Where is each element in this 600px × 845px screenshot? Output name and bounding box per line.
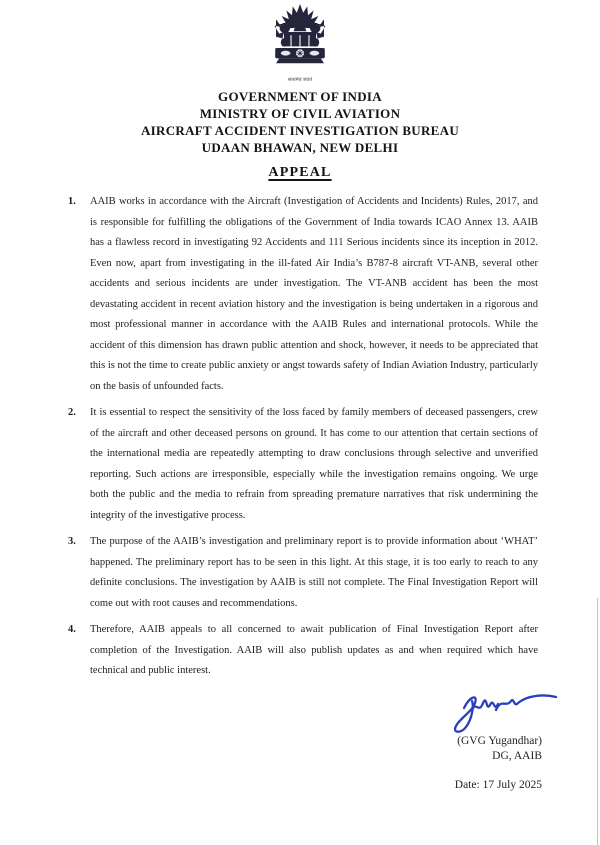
list-item xyxy=(68,192,538,397)
list-item-text: It is essential to respect the sensitivity of the loss faced by family members of deceased passengers, crew of the aircraft and other deceased persons on ground. It has come to our attention that certain sections of the international media are repeatedly attempting to draw conclusions through selective and unverified reporting. Such actions are irresponsible, especially while the investigation remains ongoing. We urge both the public and the media to refrain from spreading premature narratives that risk undermining the integrity of the investigative process. xyxy=(90,407,538,521)
list-item-number: 1. xyxy=(68,196,76,207)
emblem-motto: सत्यमेव जयते xyxy=(287,78,313,83)
header-line-ministry: MINISTRY OF CIVIL AVIATION xyxy=(199,106,401,121)
letterhead xyxy=(0,88,600,156)
handwritten-signature-icon xyxy=(448,688,560,734)
header-line-bureau: AIRCRAFT ACCIDENT INVESTIGATION BUREAU xyxy=(140,123,460,138)
appeal-body xyxy=(0,192,600,682)
signature-block xyxy=(0,688,542,793)
header-line-government: GOVERNMENT OF INDIA xyxy=(218,89,382,104)
scan-artifact-line xyxy=(597,598,598,845)
header-line-address: UDAAN BHAWAN, NEW DELHI xyxy=(201,140,399,155)
list-item-text: AAIB works in accordance with the Aircraft (Investigation of Accidents and Incidents) Rules, 2017, and is responsible for fulfilling the obligations of the Government of India towards ICAO Annex 13. AAIB has a flawless record in investigating 92 Accidents and 111 Serious incidents since its inception in 2012. Even now, apart from investigating in the ill-fated Air India’s B787-8 aircraft VT-ANB, several other accidents and serious incidents are under investigation. The VT-ANB accident has been the most devastating accident in recent aviation history and the investigation is being undertaken in a rigorous and most professional manner in accordance with the AAIB Rules and international protocols. While the accident of this dimension has drawn public attention and shock, however, it needs to be appreciated that this is not the time to create public anxiety or angst towards safety of Indian Aviation Industry, particularly on the basis of unfounded facts. xyxy=(90,196,538,392)
list-item-number: 3. xyxy=(68,536,76,547)
signatory-designation: DG, AAIB xyxy=(492,749,542,762)
list-item xyxy=(68,620,538,682)
signatory-name: (GVG Yugandhar) xyxy=(457,734,542,747)
lion-capital-icon xyxy=(260,3,340,77)
list-item-number: 4. xyxy=(68,624,76,635)
list-item xyxy=(68,403,538,526)
page-title: APPEAL xyxy=(268,165,332,180)
list-item-text: The purpose of the AAIB’s investigation and preliminary report is to provide information about ‘WHAT’ happened. The preliminary report has to be seen in this light. At this stage, it is too early to reach to any definite conclusions. The investigation by AAIB is still not complete. The Final Investigation Report will come out with root causes and recommendations. xyxy=(90,536,538,609)
india-state-emblem-icon xyxy=(0,3,600,84)
list-item-text: Therefore, AAIB appeals to all concerned to await publication of Final Investigation Report after completion of the Investigation. AAIB will also publish updates as and when required which have technical and public interest. xyxy=(90,624,538,676)
list-item xyxy=(68,532,538,614)
list-item-number: 2. xyxy=(68,407,76,418)
date-line: Date: 17 July 2025 xyxy=(454,778,542,791)
